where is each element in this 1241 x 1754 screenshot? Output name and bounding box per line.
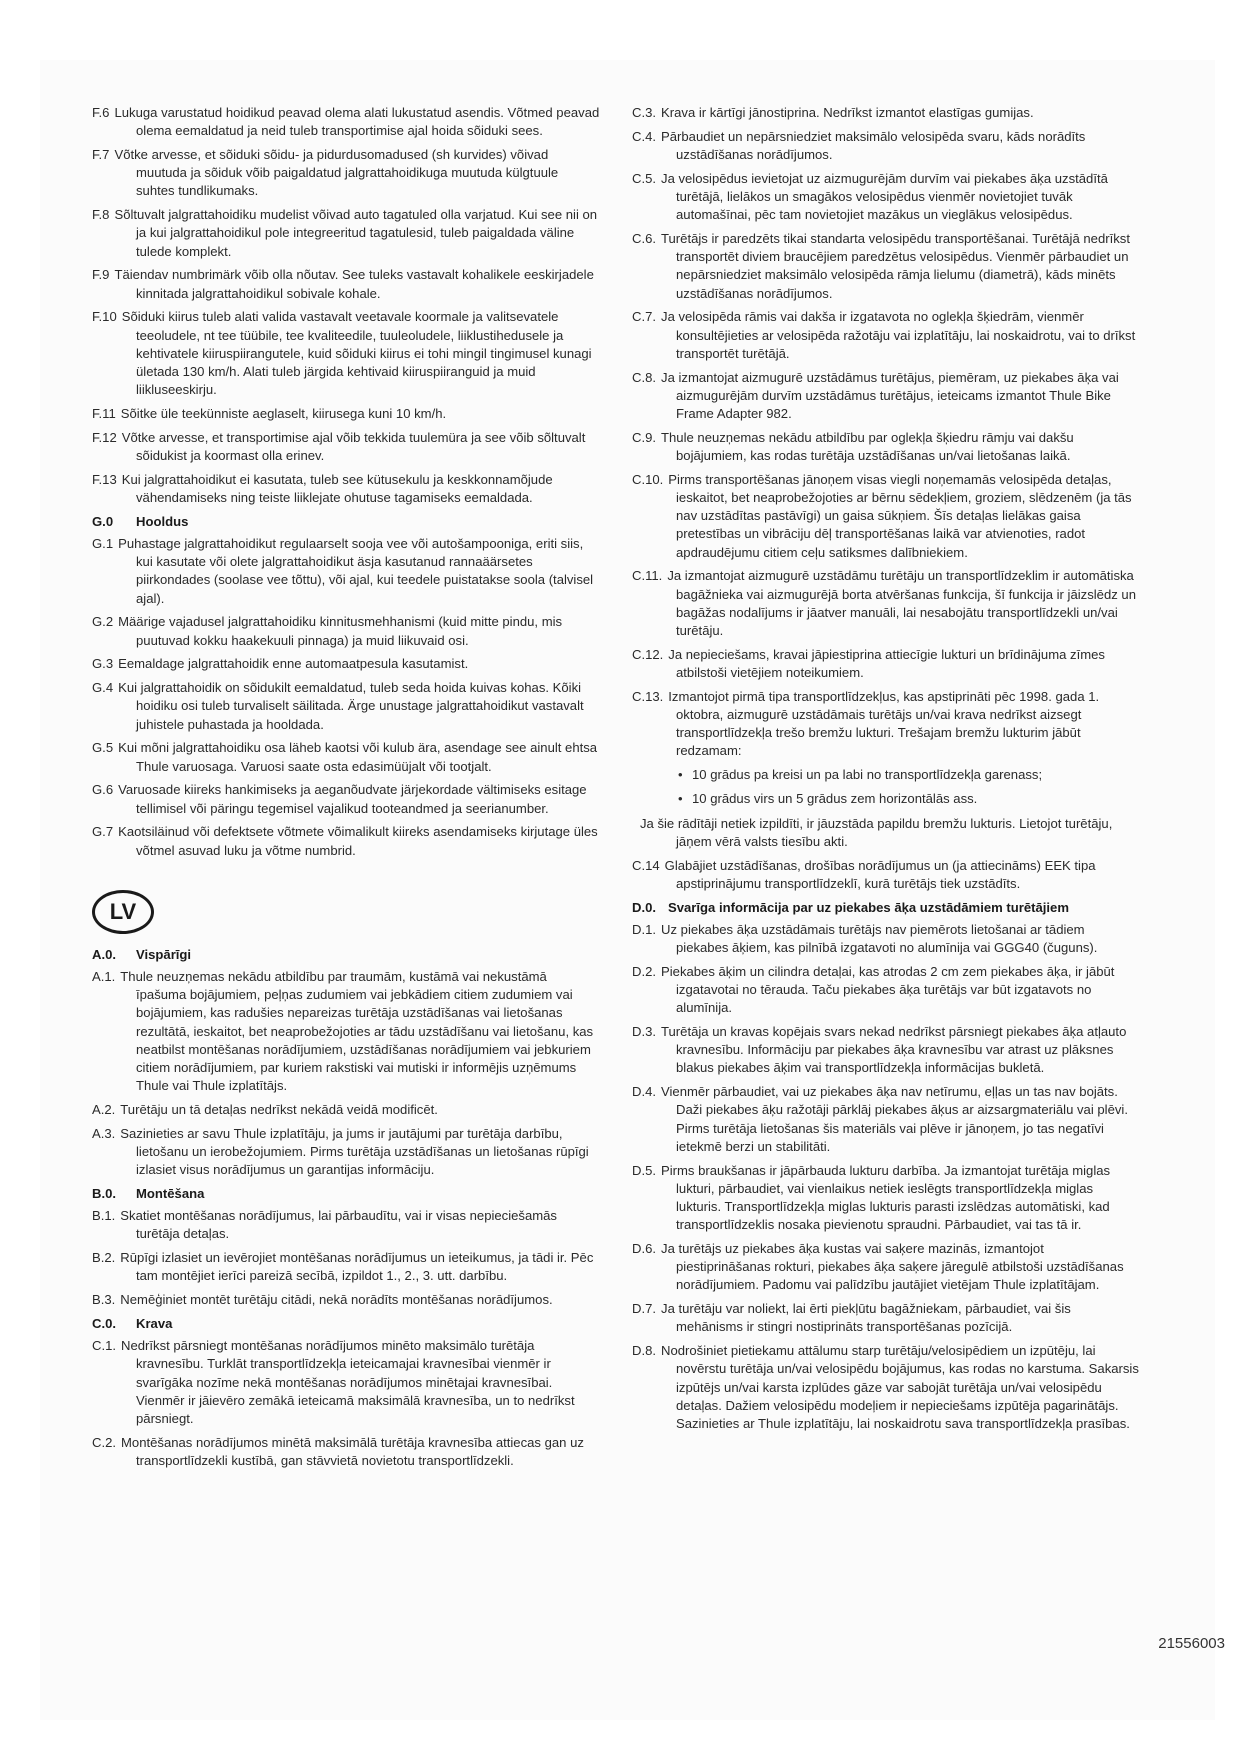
list-item bbox=[632, 646, 1140, 682]
item-text: Montēšanas norādījumos minētā maksimālā turētāja kravnesība attiecas gan uz transportlīdzekli kustībā, gan stāvvietā novietotu transportlīdzekli. bbox=[121, 1434, 584, 1469]
list-item bbox=[92, 781, 600, 817]
item-text: Kaotsiläinud või defektsete võtmete võimalikult kiireks asendamiseks kirjutage üles võtmel asuvad luku ja võtme numbrid. bbox=[118, 824, 598, 858]
item-text: Lukuga varustatud hoidikud peavad olema alati lukustatud asendis. Võtmed peavad olema eemaldatud ja neid tuleb transportimise ajal hoida sõiduki sees. bbox=[114, 105, 600, 139]
list-item bbox=[92, 146, 600, 201]
item-text: Pārbaudiet un nepārsniedziet maksimālo velosipēda svaru, kāds norādīts uzstādīšanas norādījumos. bbox=[661, 128, 1086, 162]
item-code: C.2. bbox=[92, 1434, 117, 1450]
list-item bbox=[92, 1125, 600, 1180]
list-item bbox=[92, 471, 600, 507]
list-item bbox=[92, 1291, 600, 1309]
item-text: Ja turētāju var noliekt, lai ērti piekļūtu bagāžniekam, pārbaudiet, vai šis mehānisms ir stingri nostiprināts transportēšanas pozīcijā. bbox=[661, 1301, 1071, 1335]
item-code: F.9 bbox=[92, 267, 110, 283]
item-text: Thule neuzņemas nekādu atbildību par oglekļa šķiedru rāmju vai dakšu bojājumiem, kas rodas turētāja uzstādīšanas un/vai lietošanas laikā. bbox=[661, 429, 1074, 464]
item-text: Sazinieties ar savu Thule izplatītāju, ja jums ir jautājumi par turētāja darbību, lietošanu un ierobežojumiem. Pirms turētāja uzstādīšanas un lietošanas rūpīgi izlasiet visus norādījumus un garantijas informāciju. bbox=[120, 1125, 589, 1178]
item-text: Nemēģiniet montēt turētāju citādi, nekā norādīts montēšanas norādījumos. bbox=[120, 1292, 553, 1308]
item-text: Kui mõni jalgrattahoidiku osa läheb kaotsi või kulub ära, asendage see ainult ehtsa Thule varuosaga. Varuosi saate osta edasimüüjalt või tootjalt. bbox=[118, 740, 598, 774]
item-text: Sõltuvalt jalgrattahoidiku mudelist võivad auto tagatuled olla varjatud. Kui see nii on ja kui jalgrattahoidikul pole integreeritud tagatulesid, tuleb paigaldada väline tulede komplekt. bbox=[114, 207, 598, 259]
list-item-c14: C.14 Glabājiet uzstādīšanas, drošības norādījumus un (ja attiecināms) EEK tipa apstiprinājumu transportlīdzeklī, kurā turētājs tiek uzstādīts. bbox=[632, 857, 1096, 891]
right-column bbox=[632, 104, 1140, 1439]
item-text: Turētāju un tā detaļas nedrīkst nekādā veidā modificēt. bbox=[120, 1102, 438, 1118]
item-text: Piekabes āķim un cilindra detaļai, kas atrodas 2 cm zem piekabes āķa, ir jābūt izgatavotai no tērauda. Taču piekabes āķa turētājs var būt izgatavots no alumīnija. bbox=[661, 963, 1115, 1016]
item-code: D.7. bbox=[632, 1301, 657, 1317]
list-item bbox=[632, 921, 1140, 957]
item-text: Täiendav numbrimärk võib olla nõutav. See tuleks vastavalt kohalikele eeskirjadele kinnitada jalgrattahoidikul sobivale kohale. bbox=[114, 267, 594, 301]
item-text: Vienmēr pārbaudiet, vai uz piekabes āķa nav netīrumu, eļļas un tas nav bojāts. Daži piekabes āķu ražotāji pārklāj piekabes āķus ar aizsargmateriālu vai plēvi. Pirms turētāja lietošanas šis materiāls vai plēve ir jānoņem, jo tas negatīvi ietekmē berzi un stabilitāti. bbox=[661, 1084, 1128, 1154]
item-code: C.4. bbox=[632, 128, 657, 144]
section-a-list bbox=[92, 968, 600, 1179]
item-code: C.7. bbox=[632, 309, 657, 325]
item-text: Ja izmantojat aizmugurē uzstādāmu turētāju un transportlīdzeklim ir automātiska bagāžnieka vai aizmugurējā borta atvēršanas funkcija, šī funkcija ir jāizslēdz un bagāžas nodalījums ir jāatver manuāli, lai nesabojātu transportlīdzekli un/vai turētāju. bbox=[667, 568, 1136, 639]
section-heading-d: D.0. Svarīga informācija par uz piekabes āķa uzstādāmiem turētājiem bbox=[632, 899, 1069, 915]
item-code: C.9. bbox=[632, 429, 657, 445]
list-item bbox=[632, 1023, 1140, 1078]
c13-note: Ja šie rādītāji netiek izpildīti, ir jāuzstāda papildu bremžu lukturis. Lietojot turētāju, jāņem vērā valsts tiesību akti. bbox=[640, 815, 1113, 849]
item-text: Pirms braukšanas ir jāpārbauda lukturu darbība. Ja izmantojat turētāja miglas lukturi, pārbaudiet, vai vienlaikus netiek ieslēgts transportlīdzekļa miglas lukturis. Transportlīdzekļa miglas lukturis parasti izslēdzas automātiski, kad transportlīdzeklis nosaka pievienotu spraudni. Pārbaudiet, vai tas tā ir. bbox=[661, 1162, 1111, 1233]
list-item bbox=[92, 1101, 600, 1119]
item-code: C.12. bbox=[632, 646, 664, 662]
item-text: Ja velosipēda rāmis vai dakša ir izgatavota no oglekļa šķiedrām, vienmēr konsultējieties ar velosipēda ražotāju vai izplatītāju, lai noskaidrotu, vai to drīkst transportēt turētājā. bbox=[661, 309, 1136, 361]
item-text: Kui jalgrattahoidikut ei kasutata, tuleb see kütusekulu ja keskkonnamõjude vähendamiseks ning teiste liiklejate ohutuse tagamiseks eemaldada. bbox=[121, 471, 553, 506]
language-badge: LV bbox=[92, 890, 154, 934]
section-d-list bbox=[632, 921, 1140, 1433]
item-code: D.2. bbox=[632, 963, 657, 979]
item-text: Eemaldage jalgrattahoidik enne automaatpesula kasutamist. bbox=[118, 656, 469, 672]
list-item bbox=[92, 429, 600, 465]
item-text: Nedrīkst pārsniegt montēšanas norādījumos minēto maksimālo turētāja kravnesību. Turklāt transportlīdzekļa ieteicamajai kravnesībai vienmēr ir svarīgāka nozīme nekā montēšanas norādījumos minētajai kravnesībai. Vienmēr ir jāievēro zemākā ieteicamā maksimālā kravnesība, un to nedrīkst pārsniegt. bbox=[121, 1338, 575, 1427]
list-item bbox=[632, 1162, 1140, 1235]
left-column bbox=[92, 104, 600, 1476]
section-c-list-left bbox=[92, 1337, 600, 1470]
list-item bbox=[632, 104, 1140, 122]
list-item bbox=[632, 471, 1140, 562]
section-c-list-right bbox=[632, 104, 1140, 761]
item-text: Varuosade kiireks hankimiseks ja aeganõudvate järjekordade vältimiseks esitage tellimisel või päringu tegemisel vajalikud tooteandmed ja seerianumber. bbox=[118, 782, 587, 816]
list-item bbox=[92, 1207, 600, 1243]
item-code: B.1. bbox=[92, 1208, 116, 1224]
list-item bbox=[92, 535, 600, 608]
list-item bbox=[92, 308, 600, 399]
item-text: Uz piekabes āķa uzstādāmais turētājs nav piemērots lietošanai ar tādiem piekabes āķiem, kas pilnībā izgatavoti no alumīnija vai GGG40 (čuguns). bbox=[661, 921, 1098, 956]
list-item bbox=[92, 823, 600, 859]
item-text: Kui jalgrattahoidik on sõidukilt eemaldatud, tuleb seda hoida kuivas kohas. Kõiki hoidiku osi tuleb turvaliselt säilitada. Ärge unustage jalgrattahoidikut vastavalt juhistele puhastada ja hooldada. bbox=[118, 680, 584, 732]
section-b-list bbox=[92, 1207, 600, 1309]
item-code: C.6. bbox=[632, 231, 657, 246]
list-item bbox=[632, 230, 1140, 303]
item-text: Sõitke üle teekünniste aeglaselt, kiirusega kuni 10 km/h. bbox=[120, 406, 447, 422]
item-code: F.7 bbox=[92, 147, 110, 162]
item-code: F.11 bbox=[92, 406, 116, 422]
item-code: F.12 bbox=[92, 429, 117, 445]
item-code: G.7 bbox=[92, 824, 114, 840]
item-code: G.4 bbox=[92, 680, 114, 696]
item-text: Määrige vajadusel jalgrattahoidiku kinnitusmehhanismi (kuid mitte pindu, mis puutuvad kokku haakekuuli pinnaga) ja muid liikuvaid osi. bbox=[118, 614, 563, 648]
item-text: Ja izmantojat aizmugurē uzstādāmus turētājus, piemēram, uz piekabes āķa vai aizmugurējām durvīm uzstādāmus turētājus, ieteicams izmantot Thule Bike Frame Adapter 982. bbox=[661, 369, 1119, 422]
list-item bbox=[632, 963, 1140, 1018]
item-code: D.4. bbox=[632, 1084, 657, 1100]
item-text: Turētāja un kravas kopējais svars nekad nedrīkst pārsniegt piekabes āķa atļauto kravnesību. Informāciju par piekabes āķa kravnesību var atrast uz plāksnes blakus piekabes āķim vai transportlīdzekļa informācijas bukletā. bbox=[661, 1024, 1127, 1076]
list-item bbox=[632, 567, 1140, 640]
item-text: Puhastage jalgrattahoidikut regulaarselt sooja vee või autošampooniga, eriti siis, kui kasutate või olete jalgrattahoidikut äsja kasutanud rannaäärsetes piirkondades (soolase vee tõttu), või ajal, kui teedele puistatakse soola (talvisel ajal). bbox=[118, 536, 594, 606]
item-text: Ja nepieciešams, kravai jāpiestiprina attiecīgie lukturi un brīdinājuma zīmes atbilstoši vietējiem noteikumiem. bbox=[668, 646, 1105, 681]
item-text: Nodrošiniet pietiekamu attālumu starp turētāju/velosipēdiem un izpūtēju, lai novērstu turētāja un/vai velosipēdu bojājumus, kas rodas no karstuma. Sakarsis izpūtējs un/vai karsta izplūdes gāze var sabojāt turētāja un/vai velosipēdu detaļas. Dažiem velosipēdu modeļiem ir nepieciešams izpūtēja pagarinātājs. Sazinieties ar Thule izplatītāju, lai noskaidrotu sava transportlīdzekļa prasības. bbox=[661, 1343, 1139, 1432]
item-text: Sõiduki kiirus tuleb alati valida vastavalt veetavale koormale ja valitsevatele teeoludele, nt tee tüübile, tee kvaliteedile, tuuleoludele, liiklustihedusele ja kehtivatele kiiruspiirangutele, kuid sõiduki kiirus ei tohi mingil tingimusel kunagi ületada 130 km/h. Alati tuleb järgida kehtivaid kiiruspiiranguid ja muid liikluseeskirju. bbox=[121, 309, 592, 398]
item-text: Skatiet montēšanas norādījumus, lai pārbaudītu, vai ir visas nepieciešamās turētāja detaļas. bbox=[120, 1208, 557, 1242]
bullet-item: • 10 grādus virs un 5 grādus zem horizontālās ass. bbox=[676, 790, 1140, 808]
item-code: B.2. bbox=[92, 1250, 116, 1266]
item-code: C.8. bbox=[632, 369, 657, 385]
list-item bbox=[92, 968, 600, 1095]
bullet-item: • 10 grādus pa kreisi un pa labi no transportlīdzekļa garenass; bbox=[676, 766, 1140, 784]
list-item bbox=[92, 739, 600, 775]
item-text: Võtke arvesse, et transportimise ajal võib tekkida tuulemüra ja see võib sõltuvalt sõidukist ja koormast olla erinev. bbox=[121, 429, 586, 464]
item-code: B.3. bbox=[92, 1292, 116, 1308]
item-text: Ja velosipēdus ievietojat uz aizmugurējām durvīm vai piekabes āķa uzstādītā turētājā, lielākos un smagākos velosipēdus vienmēr novietojiet tuvāk automašīnai, pēc tam novietojiet mazākus un vieglākus velosipēdus. bbox=[661, 170, 1108, 223]
item-code: D.8. bbox=[632, 1343, 657, 1359]
item-code: G.1 bbox=[92, 536, 114, 552]
item-code: F.6 bbox=[92, 105, 110, 120]
section-g-list bbox=[92, 535, 600, 860]
item-code: C.5. bbox=[632, 170, 657, 186]
item-text: Pirms transportēšanas jānoņem visas viegli noņemamās velosipēda detaļas, ieskaitot, bet neaprobežojoties ar bērnu sēdekļiem, groziem, slēdzenēm (ja tās nav uzstādītas pastāvīgi) un gaisa sūkņiem. Šīs detaļas lielākas gaisa pretestības un vibrāciju dēļ transportēšanas laikā var atvienoties, radot apdraudējumu citiem ceļu satiksmes dalībniekiem. bbox=[668, 471, 1132, 560]
list-item bbox=[92, 405, 600, 423]
list-item bbox=[92, 206, 600, 261]
section-heading-c: C.0. Krava bbox=[92, 1316, 173, 1332]
list-item bbox=[632, 1300, 1140, 1336]
item-code: F.10 bbox=[92, 309, 117, 325]
item-code: G.3 bbox=[92, 656, 114, 672]
item-code: C.3. bbox=[632, 105, 657, 120]
item-text: Võtke arvesse, et sõiduki sõidu- ja pidurdusomadused (sh kurvides) võivad muutuda ja sõiduk võib paigaldatud jalgrattahoidikuga muutuda külgtuule suhtes tundlikumaks. bbox=[114, 147, 559, 199]
item-code: F.8 bbox=[92, 207, 110, 223]
item-code: C.10. bbox=[632, 471, 664, 487]
list-item bbox=[632, 1083, 1140, 1156]
list-item bbox=[92, 266, 600, 302]
item-code: D.3. bbox=[632, 1024, 657, 1040]
item-code: D.1. bbox=[632, 921, 657, 937]
list-item bbox=[92, 679, 600, 734]
item-code: G.2 bbox=[92, 614, 114, 630]
document-number: 21556003 bbox=[1158, 1635, 1225, 1652]
item-code: A.3. bbox=[92, 1125, 116, 1141]
list-item bbox=[92, 1337, 600, 1428]
list-item bbox=[92, 655, 600, 673]
item-code: G.6 bbox=[92, 782, 114, 798]
list-item bbox=[632, 369, 1140, 424]
list-item bbox=[632, 170, 1140, 225]
item-code: C.11. bbox=[632, 568, 663, 584]
list-item bbox=[632, 1240, 1140, 1295]
item-code: A.1. bbox=[92, 969, 116, 985]
item-text: Turētājs ir paredzēts tikai standarta velosipēdu transportēšanai. Turētājā nedrīkst transportēt diviem braucējiem paredzētus velosipēdus. Vienmēr pārbaudiet un nepārsniedziet maksimālo velosipēda rāmja lielumu (diametrā), kāds minēts uzstādīšanas norādījumos. bbox=[661, 231, 1130, 301]
item-code: D.5. bbox=[632, 1162, 657, 1178]
item-code: G.5 bbox=[92, 740, 114, 756]
section-heading-g: G.0 Hooldus bbox=[92, 513, 189, 529]
list-item bbox=[632, 1342, 1140, 1433]
item-text: Rūpīgi izlasiet un ievērojiet montēšanas norādījumus un ieteikumus, ja tādi ir. Pēc tam montējiet ierīci pareizā secībā, izpildot 1., 2., 3. utt. darbību. bbox=[120, 1250, 594, 1284]
c13-bullet-list bbox=[632, 766, 1140, 808]
item-code: C.1. bbox=[92, 1338, 117, 1354]
section-f-list bbox=[92, 104, 600, 507]
section-heading-b: B.0. Montēšana bbox=[92, 1186, 205, 1202]
item-code: D.6. bbox=[632, 1241, 657, 1257]
item-text: Izmantojot pirmā tipa transportlīdzekļus, kas apstiprināti pēc 1998. gada 1. oktobra, aizmugurē uzstādāmais turētājs un/vai krava nedrīkst aizsegt transportlīdzekļa trešo bremžu lukturi. Trešajam bremžu lukturim jābūt redzamam: bbox=[668, 688, 1100, 759]
item-text: Thule neuzņemas nekādu atbildību par traumām, kustāmā vai nekustāmā īpašuma bojājumiem, peļņas zudumiem vai jebkādiem citiem zudumiem vai bojājumiem, kas radušies nepareizas turētāja uzstādīšanas vai lietošanas rezultātā, ieskaitot, bet neaprobežojoties ar tādu uzstādīšanu vai lietošanu, kas neatbilst montēšanas norādījumiem, uzstādīšanas norādījumiem vai jebkuriem citiem norādījumiem, par kuriem rakstiski vai mutiski ir informējis uzņēmums Thule vai Thule izplatītājs. bbox=[120, 969, 594, 1094]
item-text: Krava ir kārtīgi jānostiprina. Nedrīkst izmantot elastīgas gumijas. bbox=[661, 105, 1034, 120]
item-code: C.13. bbox=[632, 688, 664, 704]
list-item bbox=[632, 429, 1140, 465]
section-heading-a: A.0. Vispārīgi bbox=[92, 946, 192, 962]
list-item bbox=[92, 1434, 600, 1470]
list-item bbox=[632, 128, 1140, 164]
list-item bbox=[92, 613, 600, 649]
list-item bbox=[632, 308, 1140, 363]
item-code: A.2. bbox=[92, 1102, 116, 1118]
item-text: Ja turētājs uz piekabes āķa kustas vai saķere mazinās, izmantojot piestiprināšanas rokturi, piekabes āķa saķere jāregulē atbilstoši uzstādīšanas norādījumiem. Padomu vai palīdzību jautājiet vietējam Thule izplatītājam. bbox=[661, 1241, 1124, 1293]
list-item bbox=[92, 1249, 600, 1285]
list-item bbox=[632, 688, 1140, 761]
list-item bbox=[92, 104, 600, 140]
item-code: F.13 bbox=[92, 471, 117, 487]
